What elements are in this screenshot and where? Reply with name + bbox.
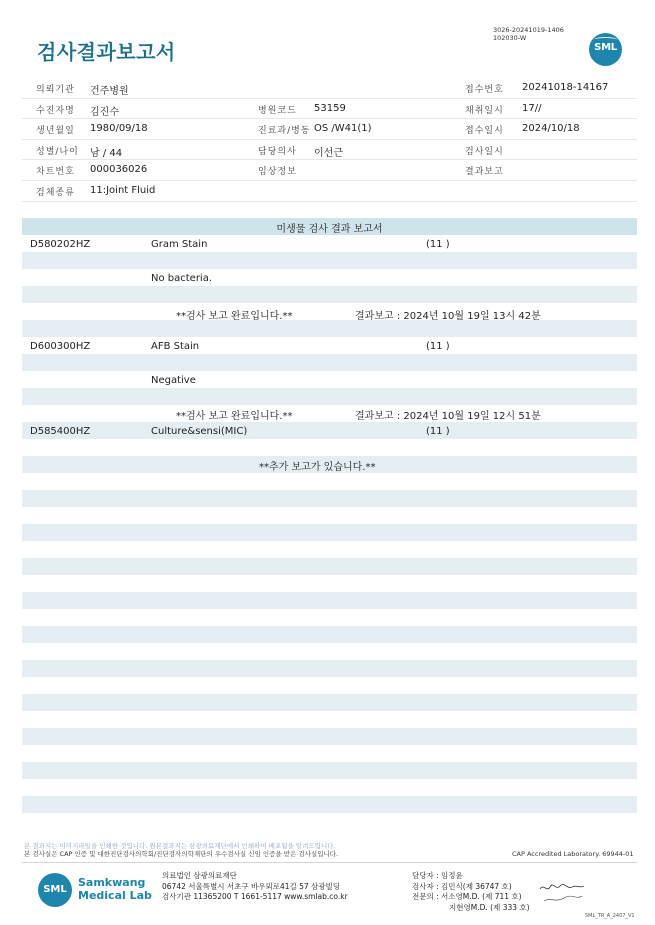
info-label: 성별/나이 bbox=[36, 146, 79, 157]
info-label: 진료과/병동 bbox=[258, 126, 311, 137]
info-label: 병원코드 bbox=[258, 105, 297, 116]
additional-report-note: **추가 보고가 있습니다.** bbox=[259, 462, 376, 473]
test-name: Gram Stain bbox=[151, 239, 208, 250]
staff-specialist-2: 지현영M.D. (제 333 호) bbox=[449, 902, 530, 912]
organization-contact: 검사기관 11365200 T 1661-5117 www.smlab.co.kr bbox=[162, 892, 348, 901]
info-value: 20241018-14167 bbox=[522, 82, 609, 93]
page-title: 검사결과보고서 bbox=[37, 40, 176, 64]
info-label: 생년월일 bbox=[36, 126, 75, 137]
info-value: 건주병원 bbox=[90, 86, 129, 97]
accreditation-notice: 본 검사실은 CAP 인증 및 대한진단검사의학회/진단검사의학재단의 우수검사실 신임 인증을 받은 검사실입니다. bbox=[24, 850, 339, 858]
info-value: 이선근 bbox=[314, 147, 343, 159]
cap-accreditation: CAP Accredited Laboratory. 69944-01 bbox=[512, 850, 634, 858]
staff-manager: 담당자 : 임정윤 bbox=[412, 871, 463, 880]
report-time: 결과보고 : 2024년 10월 19일 13시 42분 bbox=[355, 311, 541, 322]
info-value: 1980/09/18 bbox=[90, 123, 148, 135]
footer-logo-text: SML bbox=[43, 884, 67, 895]
info-value: 53159 bbox=[314, 102, 346, 114]
specimen-code: (11 ) bbox=[426, 239, 450, 250]
brand-name bbox=[78, 876, 152, 902]
info-label: 담당의사 bbox=[258, 146, 297, 157]
brand-name-line-2: Medical Lab bbox=[78, 889, 152, 902]
report-time: 결과보고 : 2024년 10월 19일 12시 51분 bbox=[355, 411, 541, 422]
test-code: D580202HZ bbox=[30, 239, 91, 250]
report-complete: **검사 보고 완료입니다.** bbox=[176, 311, 293, 322]
info-value: 17// bbox=[522, 102, 542, 114]
logo-text: SML bbox=[594, 42, 617, 53]
test-result: No bacteria. bbox=[151, 273, 213, 284]
footer-divider bbox=[22, 862, 637, 863]
info-label: 채취일시 bbox=[465, 105, 504, 116]
organization-address: 06742 서울특별시 서초구 바우뫼로41길 57 삼광빌딩 bbox=[162, 881, 341, 891]
test-code: D600300HZ bbox=[30, 341, 91, 352]
test-result: Negative bbox=[151, 375, 196, 386]
document-code-line-2: 102030-W bbox=[493, 34, 527, 42]
info-value: 11:Joint Fluid bbox=[90, 184, 156, 196]
info-label: 의뢰기관 bbox=[36, 85, 75, 95]
test-name: Culture&sensi(MIC) bbox=[151, 426, 248, 437]
info-label: 검사일시 bbox=[465, 146, 504, 157]
organization-info bbox=[162, 871, 348, 903]
brand-name-line-1: Samkwang bbox=[78, 876, 146, 889]
staff-specialist: 전문의 : 서소영M.D. (제 711 호) bbox=[412, 892, 522, 901]
staff-info bbox=[412, 871, 530, 913]
sml-footer-logo-icon bbox=[38, 873, 72, 907]
staff-examiner: 검사자 : 김민식(제 36747 호) bbox=[412, 881, 512, 891]
specimen-code: (11 ) bbox=[426, 341, 450, 352]
info-label: 검체종류 bbox=[36, 187, 75, 198]
info-label: 수진자명 bbox=[36, 105, 75, 116]
test-name: AFB Stain bbox=[151, 341, 200, 352]
info-label: 접수일시 bbox=[465, 126, 504, 137]
signature-icon bbox=[538, 881, 586, 905]
info-label: 차트번호 bbox=[36, 167, 75, 178]
document-code-line-1: 3026-20241019-1406 bbox=[493, 26, 564, 34]
organization-name: 의료법인 삼광의료재단 bbox=[162, 871, 237, 880]
info-value: 김진수 bbox=[90, 106, 119, 118]
test-code: D585400HZ bbox=[30, 426, 91, 437]
print-notice: 본 결과지는 이미지파일을 인쇄한 것입니다. 원본결과지는 삼광의료재단에서 인쇄하여 배포됨을 알려드립니다. bbox=[24, 842, 336, 850]
specimen-code: (11 ) bbox=[426, 426, 450, 437]
footer-notes bbox=[24, 842, 338, 858]
report-complete: **검사 보고 완료입니다.** bbox=[176, 411, 293, 422]
info-value: 남 / 44 bbox=[90, 147, 123, 159]
section-title: 미생물 검사 결과 보고서 bbox=[276, 224, 383, 235]
info-label: 접수번호 bbox=[465, 85, 504, 95]
info-value: OS /W41(1) bbox=[314, 123, 372, 135]
info-value: 2024/10/18 bbox=[522, 123, 580, 135]
info-label: 임상정보 bbox=[258, 167, 297, 178]
info-label: 결과보고 bbox=[465, 167, 504, 178]
info-value: 000036026 bbox=[90, 164, 148, 176]
form-code: SML_TR_A_2407_V1 bbox=[585, 913, 635, 919]
